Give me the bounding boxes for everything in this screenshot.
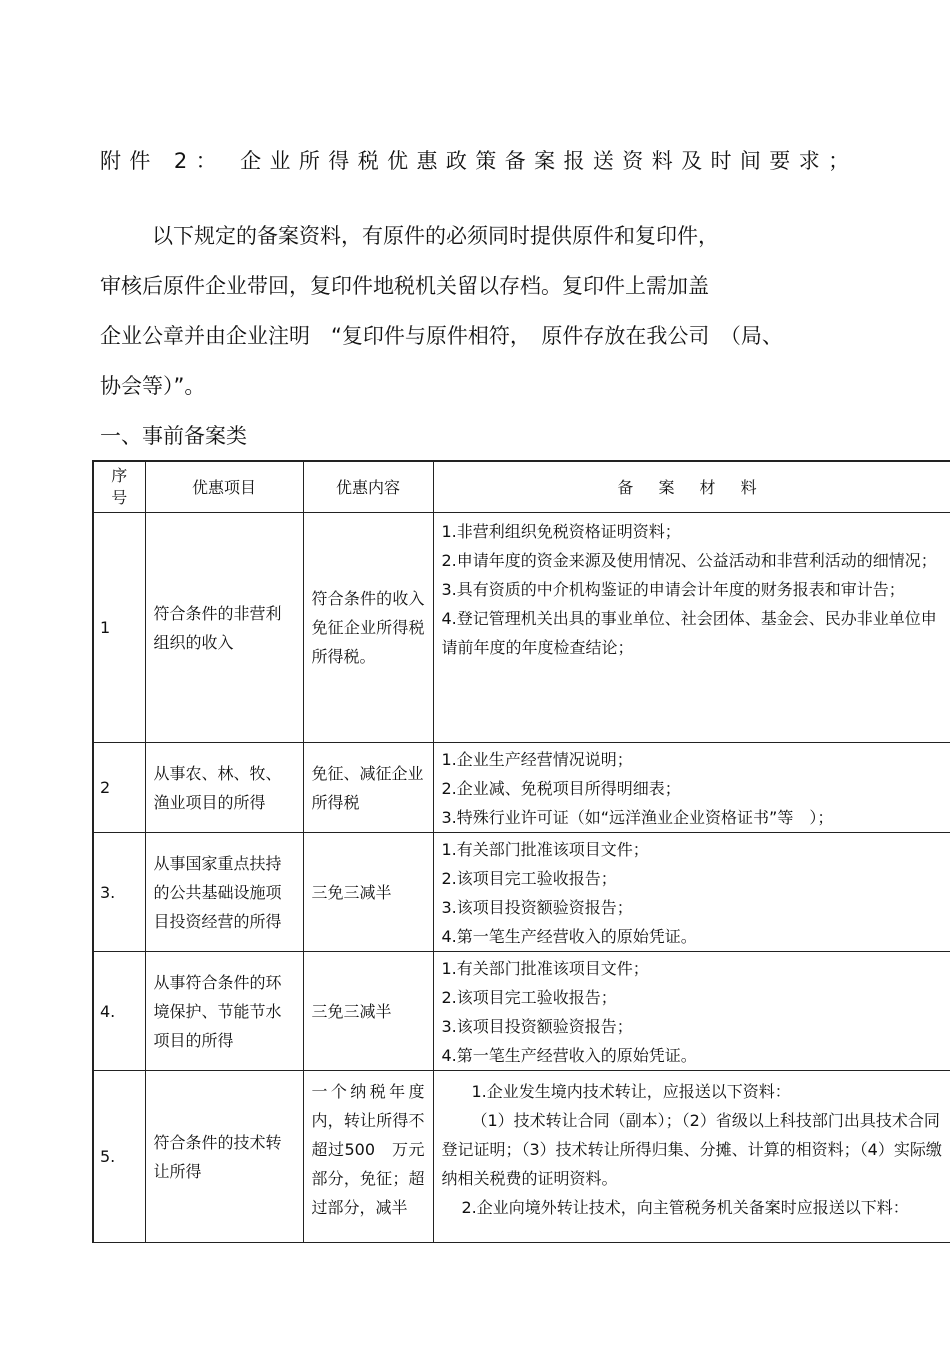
- row-materials: [433, 513, 950, 743]
- row-materials: [433, 952, 950, 1071]
- row-item: 符合条件的非营利组织的收入: [145, 513, 303, 743]
- row-seq: 1: [93, 513, 145, 743]
- row-seq: 4.: [93, 952, 145, 1071]
- material-line: 4.登记管理机关出具的事业单位、社会团体、基金会、民办非业单位申请前年度的年度检查结论；: [441, 609, 937, 657]
- section-title: 一、事前备案类: [100, 424, 247, 448]
- table-row: [93, 1071, 950, 1243]
- row-content: 三免三减半: [303, 833, 433, 952]
- row-content: 免征、减征企业所得税: [303, 743, 433, 833]
- row-item: 符合条件的技术转让所得: [145, 1071, 303, 1243]
- material-line: 3.该项目投资额验资报告；: [441, 1017, 633, 1036]
- intro-line-3: 企业公章并由企业注明 “复印件与原件相符， 原件存放在我公司 （局、: [100, 324, 783, 348]
- policy-table: [92, 460, 950, 1243]
- row-seq: 2: [93, 743, 145, 833]
- material-line: 2.企业向境外转让技术，向主管税务机关备案时应报送以下料：: [461, 1198, 909, 1217]
- material-line: 1.非营利组织免税资格证明资料；: [441, 522, 681, 541]
- material-line: 1.企业生产经营情况说明；: [441, 750, 633, 769]
- table-row: [93, 952, 950, 1071]
- intro-line-4: 协会等）”。: [100, 374, 206, 398]
- material-line: 2.申请年度的资金来源及使用情况、公益活动和非营利活动的细情况；: [441, 551, 937, 570]
- material-line: 2.该项目完工验收报告；: [441, 869, 617, 888]
- material-line: 4.第一笔生产经营收入的原始凭证。: [441, 1046, 697, 1065]
- material-line: 4.第一笔生产经营收入的原始凭证。: [441, 927, 697, 946]
- row-materials: [433, 743, 950, 833]
- material-line: 1.企业发生境内技术转让，应报送以下资料：: [471, 1082, 791, 1101]
- material-line: 3.该项目投资额验资报告；: [441, 898, 633, 917]
- row-seq: 5.: [93, 1071, 145, 1243]
- header-seq: 序号: [93, 461, 145, 513]
- row-content: 一个纳税年度内，转让所得不超过500 万元部分，免征；超过部分，减半: [303, 1071, 433, 1243]
- row-content: 符合条件的收入免征企业所得税所得税。: [303, 513, 433, 743]
- material-line: （1）技术转让合同（副本）；（2）省级以上科技部门出具技术合同登记证明；（3）技术转让所得归集、分摊、计算的相资料；（4）实际缴纳相关税费的证明资料。: [441, 1111, 942, 1188]
- material-line: 1.有关部门批准该项目文件；: [441, 959, 649, 978]
- intro-line-2: 审核后原件企业带回，复印件地税机关留以存档。复印件上需加盖: [100, 274, 709, 298]
- table-header-row: [93, 461, 950, 513]
- document-title: 附件 2： 企业所得税优惠政策备案报送资料及时间要求；: [100, 149, 858, 173]
- row-materials: [433, 833, 950, 952]
- row-seq: 3.: [93, 833, 145, 952]
- material-line: 3.具有资质的中介机构鉴证的申请会计年度的财务报表和审计告；: [441, 580, 905, 599]
- material-line: 2.企业减、免税项目所得明细表；: [441, 779, 681, 798]
- header-item: 优惠项目: [145, 461, 303, 513]
- row-content: 三免三减半: [303, 952, 433, 1071]
- table-row: [93, 513, 950, 743]
- table-row: [93, 743, 950, 833]
- row-item: 从事符合条件的环境保护、节能节水项目的所得: [145, 952, 303, 1071]
- table-row: [93, 833, 950, 952]
- material-line: 2.该项目完工验收报告；: [441, 988, 617, 1007]
- row-materials: [433, 1071, 950, 1243]
- header-content: 优惠内容: [303, 461, 433, 513]
- header-materials: 备 案 材 料: [433, 461, 950, 513]
- intro-line-1: 以下规定的备案资料，有原件的必须同时提供原件和复印件，: [152, 224, 719, 248]
- row-item: 从事农、林、牧、渔业项目的所得: [145, 743, 303, 833]
- material-line: 3.特殊行业许可证（如“远洋渔业企业资格证书”等 ）；: [441, 808, 834, 827]
- material-line: 1.有关部门批准该项目文件；: [441, 840, 649, 859]
- row-item: 从事国家重点扶持的公共基础设施项目投资经营的所得: [145, 833, 303, 952]
